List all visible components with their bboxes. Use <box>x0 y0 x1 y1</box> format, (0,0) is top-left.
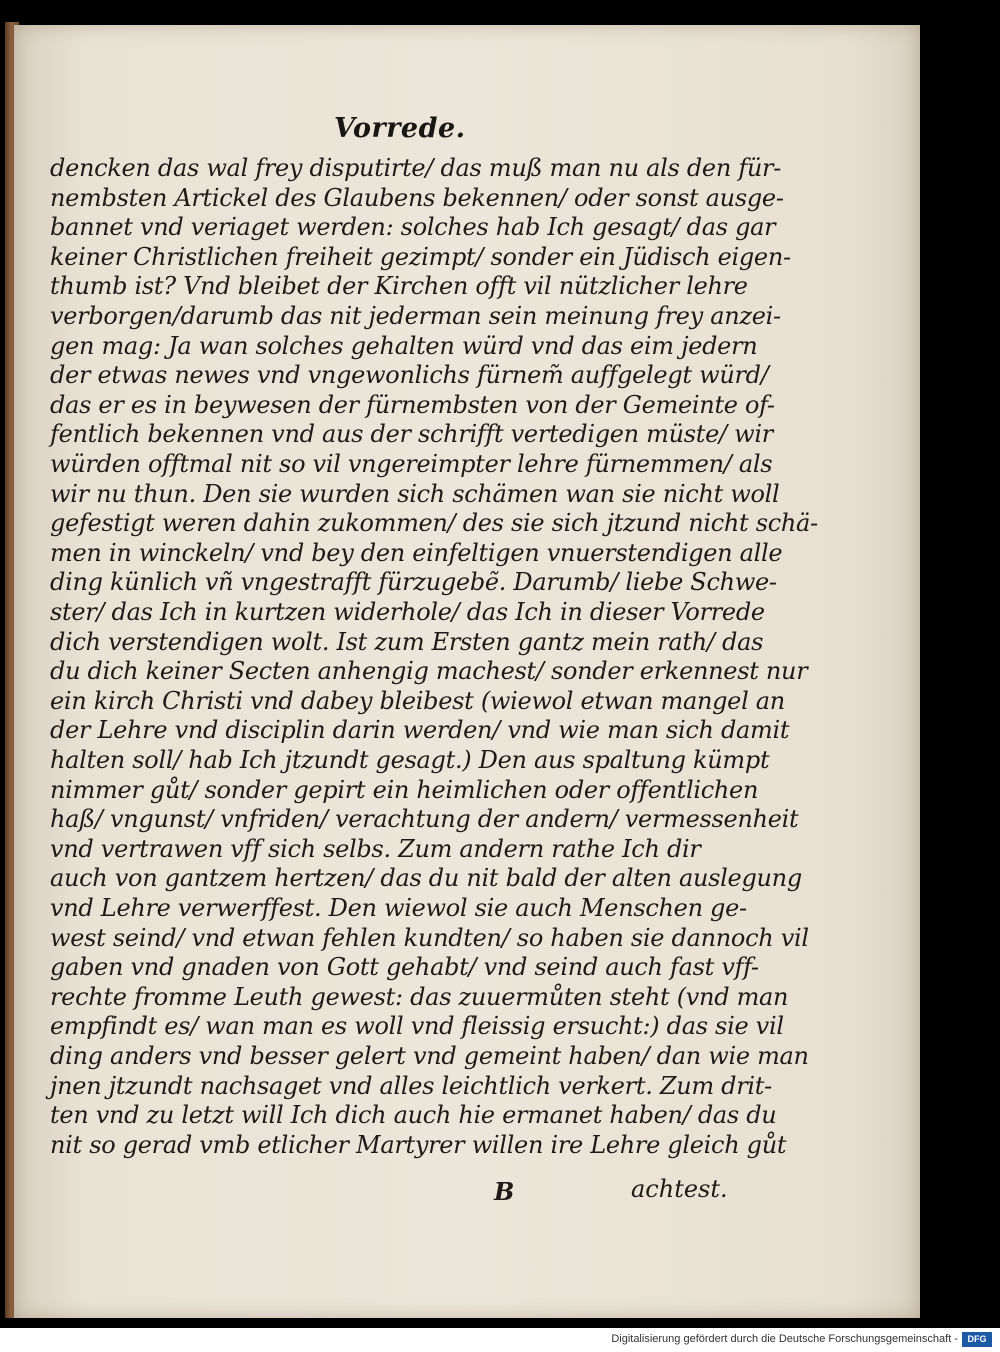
text-line: nembsten Artickel des Glaubens bekennen/ oder sonst ausge- <box>50 183 784 212</box>
text-line: ten vnd zu letzt will Ich dich auch hie ermanet haben/ das du <box>50 1101 777 1130</box>
footer-bar <box>0 1328 1000 1352</box>
text-line: thumb ist? Vnd bleibet der Kirchen offt vil nützlicher lehre <box>50 272 748 301</box>
text-line: gen mag: Ja wan solches gehalten würd vnd das eim jedern <box>50 331 758 360</box>
text-line: ster/ das Ich in kurtzen widerhole/ das Ich in dieser Vorrede <box>50 598 765 626</box>
text-line: west seind/ vnd etwan fehlen kundten/ so haben sie dannoch vil <box>50 923 809 952</box>
text-line: ein kirch Christi vnd dabey bleibest (wiewol etwan mangel an <box>50 686 785 715</box>
text-line: verborgen/darumb das nit jederman sein meinung frey anzei- <box>50 302 781 330</box>
text-line: nit so gerad vmb etlicher Martyrer willen ire Lehre gleich gůt <box>50 1130 787 1159</box>
running-head: Vorrede. <box>334 113 466 144</box>
text-line: gefestigt weren dahin zukommen/ des sie sich jtzund nicht schä- <box>50 509 818 538</box>
text-line: dencken das wal frey disputirte/ das muß man nu als den für- <box>50 154 782 182</box>
text-line: der etwas newes vnd vngewonlichs fürnem̃ auffgelegt würd/ <box>50 361 769 390</box>
dfg-logo: DFG <box>962 1332 992 1347</box>
text-line: keiner Christlichen freiheit gezimpt/ sonder ein Jüdisch eigen- <box>50 242 791 271</box>
text-line: bannet vnd veriaget werden: solches hab Ich gesagt/ das gar <box>50 213 776 242</box>
text-line: jnen jtzundt nachsaget vnd alles leichtlich verkert. Zum drit- <box>50 1071 772 1100</box>
text-line: wir nu thun. Den sie wurden sich schämen wan sie nicht woll <box>50 479 780 508</box>
footer-credit: Digitalisierung gefördert durch die Deutsche Forschungsgemeinschaft - <box>611 1333 958 1345</box>
text-line: vnd Lehre verwerffest. Den wiewol sie auch Menschen ge- <box>50 894 747 922</box>
text-line: men in winckeln/ vnd bey den einfeltigen vnuerstendigen alle <box>50 538 783 567</box>
text-line: gaben vnd gnaden von Gott gehabt/ vnd seind auch fast vff- <box>50 953 759 982</box>
catchword: achtest. <box>631 1175 728 1203</box>
text-line: würden offtmal nit so vil vngereimpter lehre fürnemmen/ als <box>50 450 773 478</box>
text-line: ding anders vnd besser gelert vnd gemeint haben/ dan wie man <box>50 1042 809 1070</box>
text-line: du dich keiner Secten anhengig machest/ sonder erkennest nur <box>50 657 808 686</box>
signature-mark: B <box>494 1177 515 1206</box>
text-line: dich verstendigen wolt. Ist zum Ersten gantz mein rath/ das <box>50 627 764 656</box>
text-line: fentlich bekennen vnd aus der schrifft vertedigen müste/ wir <box>50 420 773 449</box>
text-line: der Lehre vnd disciplin darin werden/ vnd wie man sich damit <box>50 716 790 745</box>
text-line: haß/ vngunst/ vnfriden/ verachtung der andern/ vermessenheit <box>50 805 799 834</box>
text-line: rechte fromme Leuth gewest: das zuuermůten steht (vnd man <box>50 982 789 1011</box>
text-line: vnd vertrawen vff sich selbs. Zum andern rathe Ich dir <box>50 834 701 863</box>
text-line: das er es in beywesen der fürnembsten von der Gemeinte of- <box>50 390 775 419</box>
text-line: ding künlich vñ vngestrafft fürzugebẽ. Darumb/ liebe Schwe- <box>50 568 777 597</box>
text-line: auch von gantzem hertzen/ das du nit bald der alten auslegung <box>50 864 802 893</box>
text-line: halten soll/ hab Ich jtzundt gesagt.) Den aus spaltung kümpt <box>50 746 770 774</box>
text-line: empfindt es/ wan man es woll vnd fleissig ersucht:) das sie vil <box>50 1012 784 1041</box>
text-line: nimmer gůt/ sonder gepirt ein heimlichen oder offentlichen <box>50 775 759 804</box>
book-page <box>14 25 920 1318</box>
